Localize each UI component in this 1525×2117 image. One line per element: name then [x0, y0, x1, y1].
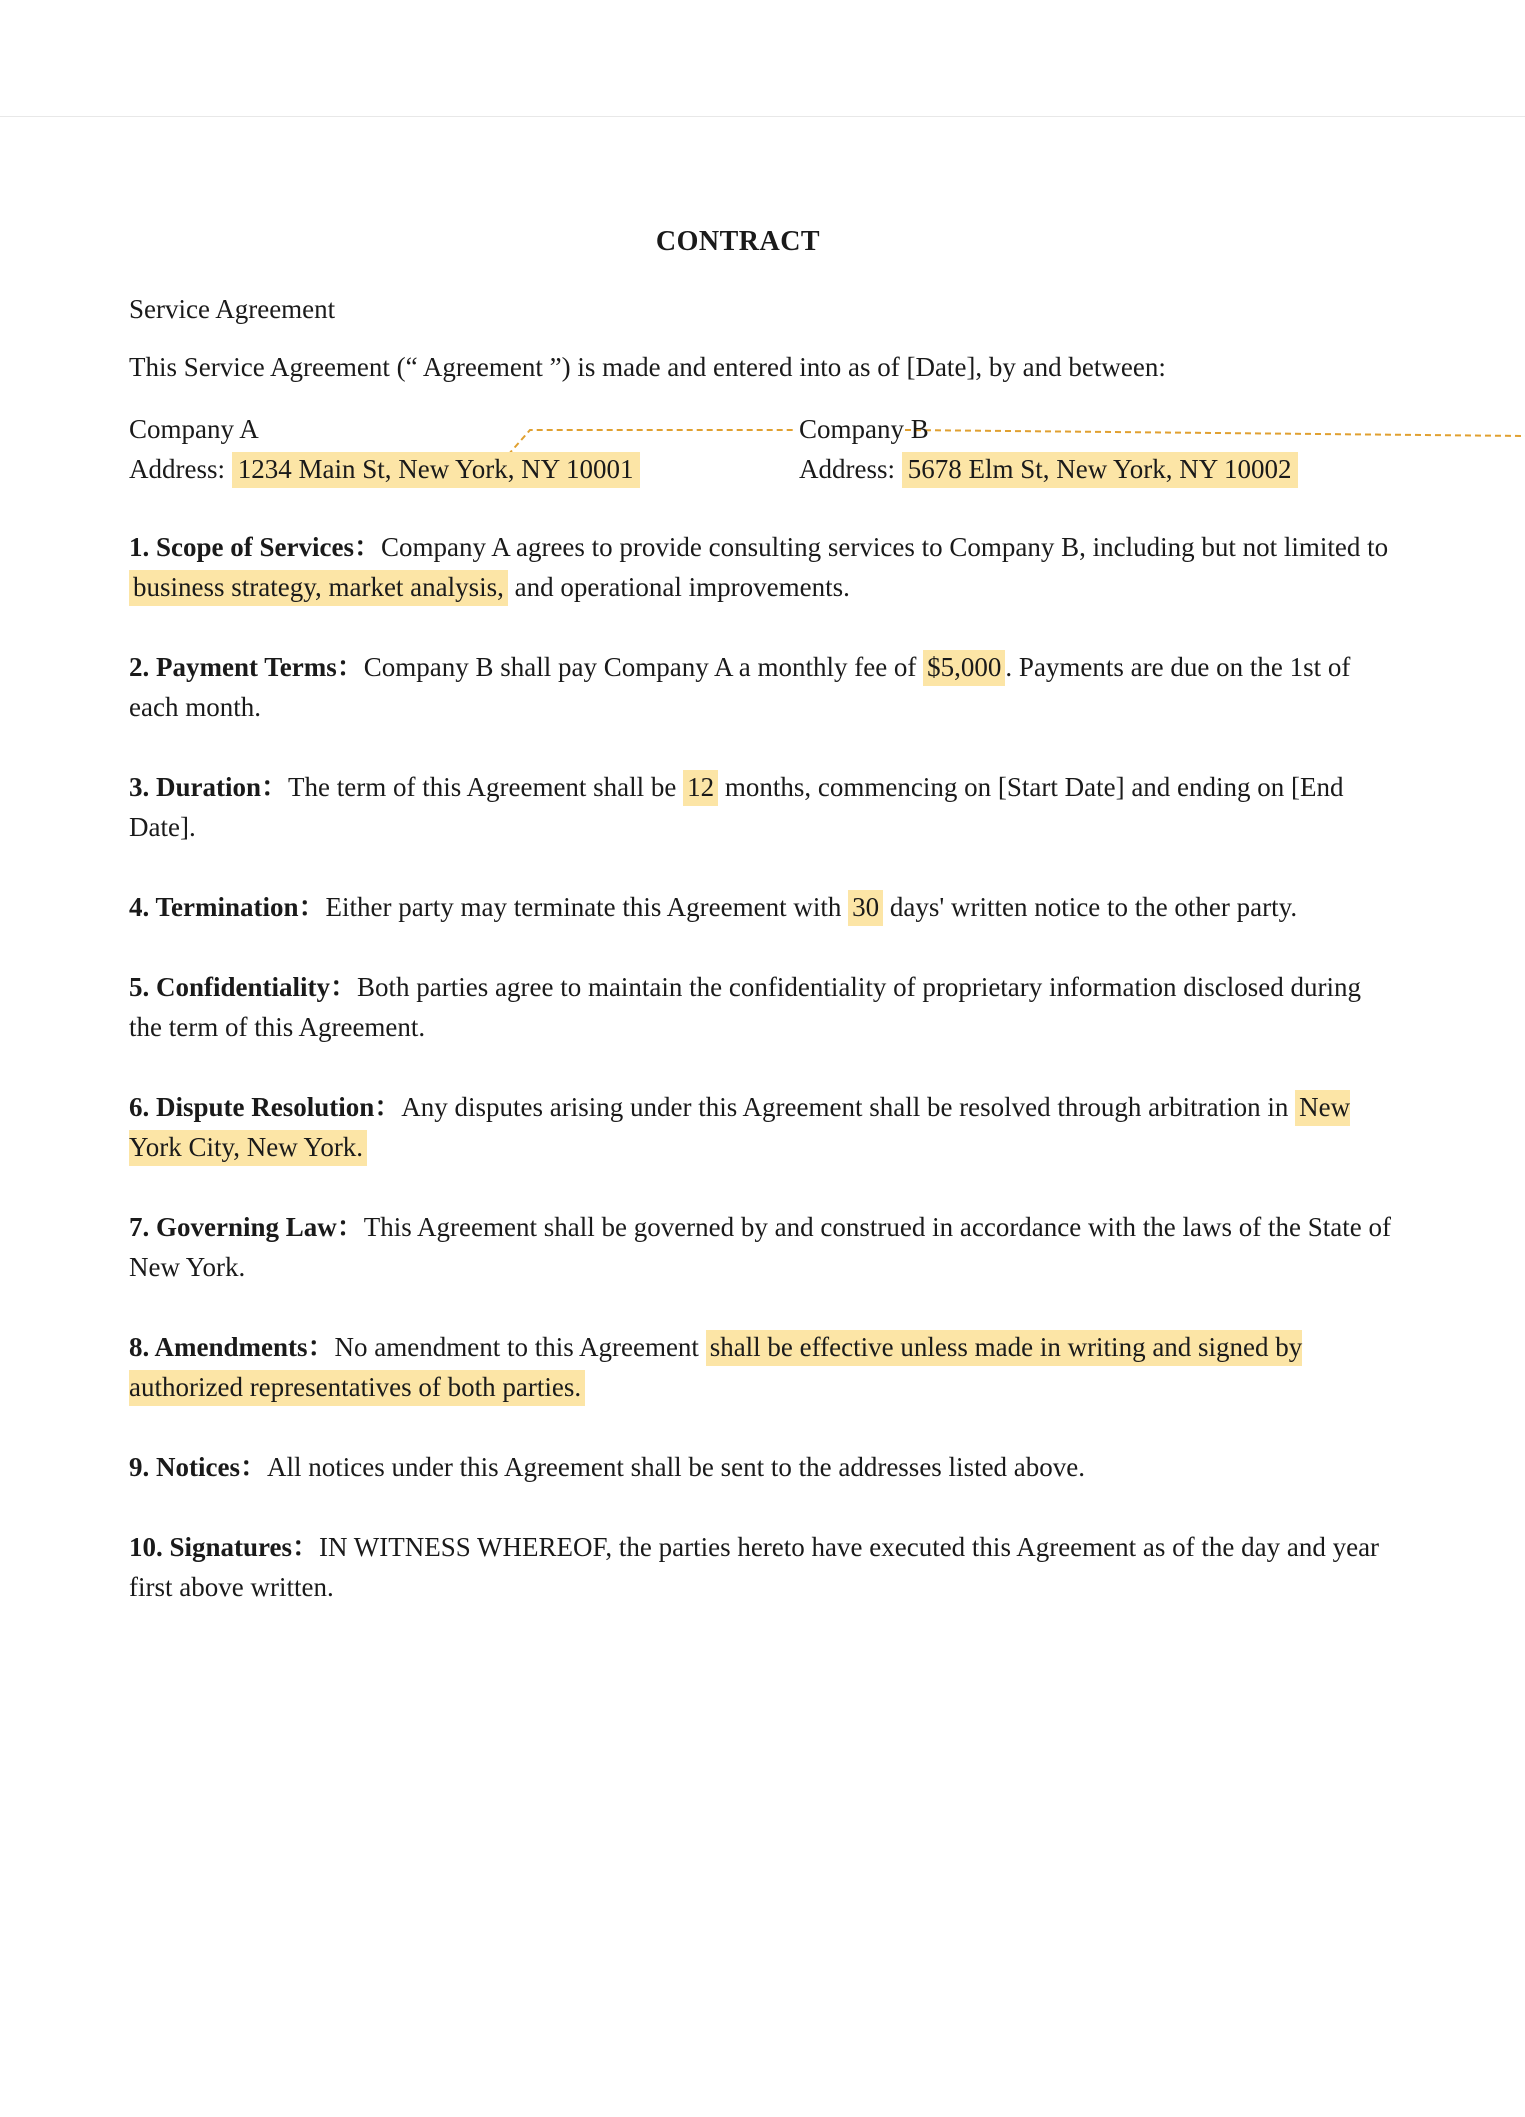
clause-highlight: business strategy, market analysis, — [129, 570, 508, 606]
party-a-address-label: Address: — [129, 454, 225, 484]
clause-heading: 6. Dispute Resolution： — [129, 1092, 402, 1122]
party-a-address-line — [129, 449, 640, 489]
clause-heading: 7. Governing Law： — [129, 1212, 364, 1242]
clause-heading: 1. Scope of Services： — [129, 532, 381, 562]
clause-heading: 9. Notices： — [129, 1452, 267, 1482]
document-subtitle: Service Agreement — [129, 294, 336, 324]
clause-highlight: New York City, New York. — [129, 1090, 1350, 1166]
document-title: CONTRACT — [655, 226, 821, 257]
clause-notices: 9. Notices：All notices under this Agreement shall be sent to the addresses listed above. — [129, 1452, 1086, 1482]
clause-governing-law: 7. Governing Law：This Agreement shall be governed by and construed in accordance with the laws of the State of New York. — [129, 1212, 1391, 1282]
clause-scope: 1. Scope of Services：Company A agrees to provide consulting services to Company B, including but not limited to business strategy, market analysis, and operational improvements. — [129, 527, 1399, 607]
clause-amendments: 8. Amendments：No amendment to this Agreement shall be effective unless made in writing and signed by authorized representatives of both parties. — [129, 1327, 1399, 1407]
clause-highlight: $5,000 — [923, 650, 1005, 686]
party-a-address: 1234 Main St, New York, NY 10001 — [232, 452, 640, 488]
party-b-address: 5678 Elm St, New York, NY 10002 — [902, 452, 1298, 488]
intro-paragraph: This Service Agreement (“ Agreement ”) is made and entered into as of [Date], by and between: — [129, 352, 1166, 382]
clause-heading: 2. Payment Terms： — [129, 652, 364, 682]
party-b-address-label: Address: — [799, 454, 895, 484]
clause-highlight: 30 — [848, 890, 883, 926]
clause-heading: 10. Signatures： — [129, 1532, 320, 1562]
party-b-address-line — [799, 449, 1298, 489]
clause-confidentiality: 5. Confidentiality：Both parties agree to maintain the confidentiality of proprietary information disclosed during the term of this Agreement. — [129, 972, 1361, 1042]
clause-dispute-resolution: 6. Dispute Resolution：Any disputes arising under this Agreement shall be resolved through arbitration in New York City, New York. — [129, 1087, 1399, 1167]
party-b-name: Company B — [799, 414, 929, 444]
clause-heading: 4. Termination： — [129, 892, 326, 922]
clause-highlight: shall be effective unless made in writing and signed by authorized representatives of both parties. — [129, 1330, 1302, 1406]
clause-heading: 5. Confidentiality： — [129, 972, 358, 1002]
clause-payment: 2. Payment Terms：Company B shall pay Company A a monthly fee of $5,000 . Payments are due on the 1st of each month. — [129, 652, 1351, 722]
clause-heading: 8. Amendments： — [129, 1332, 335, 1362]
clause-highlight: 12 — [683, 770, 718, 806]
clause-duration: 3. Duration：The term of this Agreement shall be 12 months, commencing on [Start Date] and ending on [End Date]. — [129, 772, 1344, 842]
clause-termination: 4. Termination：Either party may terminate this Agreement with 30 days' written notice to the other party. — [129, 887, 1399, 927]
clause-heading: 3. Duration： — [129, 772, 289, 802]
top-toolbar — [0, 0, 1525, 117]
party-a-name: Company A — [129, 414, 259, 444]
clause-signatures: 10. Signatures：IN WITNESS WHEREOF, the parties hereto have executed this Agreement as of the day and year first above written. — [129, 1532, 1380, 1602]
